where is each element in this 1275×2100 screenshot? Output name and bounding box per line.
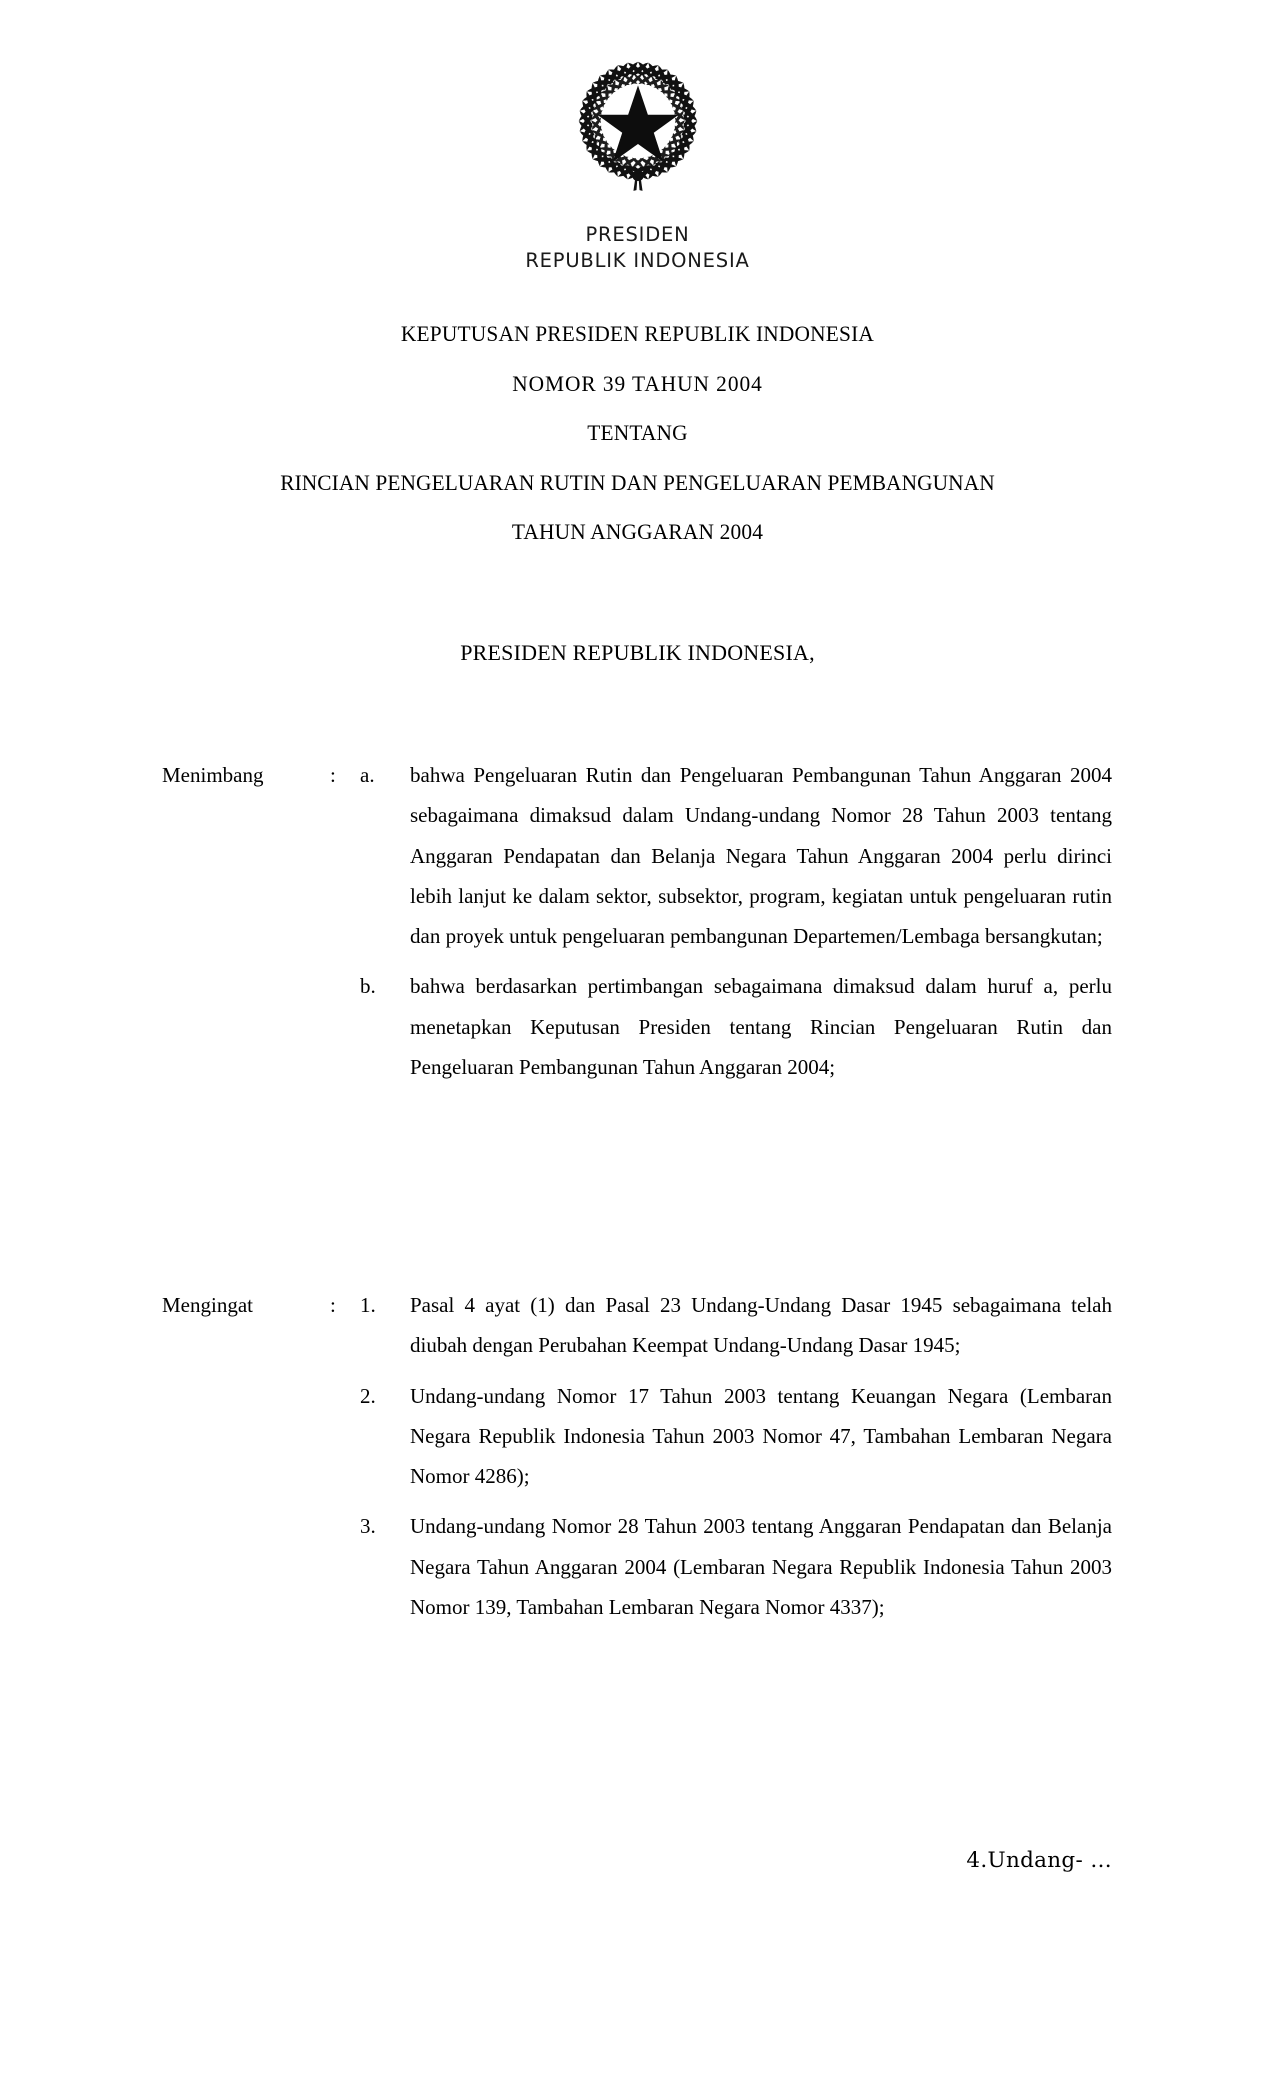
menimbang-text-b: bahwa berdasarkan pertimbangan sebagaimana dimaksud dalam huruf a, perlu menetapkan Keputusan Presiden tentang Rincian Pengeluaran Rutin dan Pengeluaran Pembangunan Tahun Anggaran 2004; xyxy=(410,974,1112,1080)
title-keputusan: KEPUTUSAN PRESIDEN REPUBLIK INDONESIA xyxy=(400,321,875,346)
mengingat-marker-3: 3. xyxy=(360,1514,376,1539)
mengingat-text-3: Undang-undang Nomor 28 Tahun 2003 tentang Anggaran Pendapatan dan Belanja Negara Tahun Anggaran 2004 (Lembaran Negara Republik Indonesia Tahun 2003 Nomor 139, Tambahan Lembaran Negara Nomor 4337); xyxy=(410,1514,1112,1620)
garuda-star-wreath-emblem xyxy=(562,45,714,197)
mengingat-item-1 xyxy=(162,1285,1112,1366)
continuation-note: 4.Undang- … xyxy=(966,1848,1112,1873)
menimbang-item-b xyxy=(162,966,1112,1087)
signatory-heading: PRESIDEN REPUBLIK INDONESIA, xyxy=(460,640,815,665)
document-title-block xyxy=(0,323,1275,571)
menimbang-marker-a: a. xyxy=(360,763,375,787)
mengingat-text-2: Undang-undang Nomor 17 Tahun 2003 tentang Keuangan Negara (Lembaran Negara Republik Indonesia Tahun 2003 Nomor 47, Tambahan Lembaran Negara Nomor 4286); xyxy=(410,1383,1112,1489)
menimbang-section xyxy=(162,755,1112,1087)
mengingat-text-1: Pasal 4 ayat (1) dan Pasal 23 Undang-Undang Dasar 1945 sebagaimana telah diubah dengan Perubahan Keempat Undang-Undang Dasar 1945; xyxy=(410,1293,1112,1358)
menimbang-item-a xyxy=(162,755,1112,956)
institution-line-republik: REPUBLIK INDONESIA xyxy=(525,249,750,273)
title-tentang: TENTANG xyxy=(587,420,688,445)
menimbang-text-a: bahwa Pengeluaran Rutin dan Pengeluaran Pembangunan Tahun Anggaran 2004 sebagaimana dimaksud dalam Undang-undang Nomor 28 Tahun 2003 tentang Anggaran Pendapatan dan Belanja Negara Tahun Anggaran 2004 perlu dirinci lebih lanjut ke dalam sektor, subsektor, program, kegiatan untuk pengeluaran rutin dan proyek untuk pengeluaran pembangunan Departemen/Lembaga bersangkutan; xyxy=(410,763,1112,949)
mengingat-marker-1: 1. xyxy=(360,1293,376,1317)
menimbang-label: Menimbang xyxy=(162,763,264,787)
mengingat-item-2 xyxy=(162,1376,1112,1497)
mengingat-marker-2: 2. xyxy=(360,1383,376,1408)
mengingat-item-3 xyxy=(162,1506,1112,1627)
menimbang-colon: : xyxy=(330,763,336,787)
title-fiscal-year: TAHUN ANGGARAN 2004 xyxy=(511,519,764,544)
title-subject: RINCIAN PENGELUARAN RUTIN DAN PENGELUARAN PEMBANGUNAN xyxy=(280,469,995,495)
mengingat-label: Mengingat xyxy=(162,1293,253,1317)
title-nomor-tahun: NOMOR 39 TAHUN 2004 xyxy=(512,370,763,396)
emblem-container xyxy=(0,45,1275,202)
mengingat-colon: : xyxy=(330,1293,336,1317)
mengingat-section xyxy=(162,1285,1112,1627)
institution-line-presiden: PRESIDEN xyxy=(585,223,690,246)
institution-header xyxy=(0,222,1275,275)
menimbang-marker-b: b. xyxy=(360,974,376,999)
